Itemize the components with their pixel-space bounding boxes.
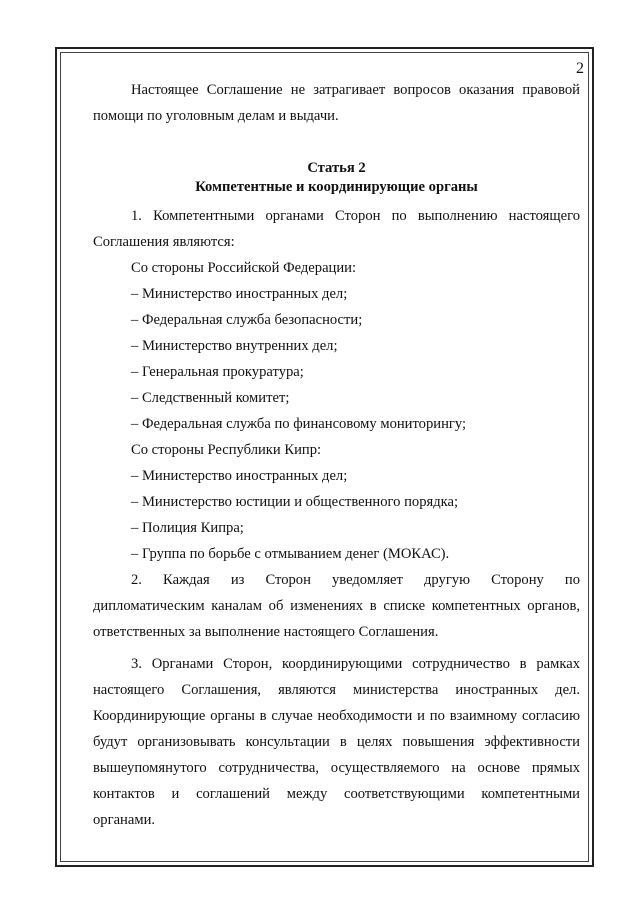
list-item: – Министерство иностранных дел;	[131, 468, 348, 484]
article-subtitle: Компетентные и координирующие органы	[195, 179, 478, 195]
spacer	[93, 129, 580, 155]
list-item: – Министерство иностранных дел;	[131, 286, 348, 302]
list-item: – Министерство юстиции и общественного порядка;	[131, 494, 459, 510]
russia-header: Со стороны Российской Федерации:	[131, 260, 357, 276]
document-body	[93, 77, 580, 833]
list-item: – Следственный комитет;	[131, 390, 290, 406]
clause-2-first-line: 2. Каждая из Сторон уведомляет другую Сторону по	[131, 572, 580, 588]
clause-1: 1. Компетентными органами Сторон по выполнению настоящего Соглашения являются:	[93, 208, 580, 250]
clause-2-continuation: дипломатическим каналам об изменениях в списке компетентных органов, ответственных за выполнение настоящего Соглашения.	[93, 598, 580, 640]
list-item: – Федеральная служба безопасности;	[131, 312, 363, 328]
russia-list	[93, 281, 580, 437]
list-item: – Федеральная служба по финансовому мониторингу;	[131, 416, 467, 432]
list-item: – Полиция Кипра;	[131, 520, 244, 536]
article-title: Статья 2	[307, 160, 366, 176]
list-item: – Группа по борьбе с отмыванием денег (МОКАС).	[131, 546, 450, 562]
clause-3: 3. Органами Сторон, координирующими сотрудничество в рамках настоящего Соглашения, являются министерства иностранных дел. Координирующие органы в случае необходимости и по взаимному согласию будут организовывать консультации в целях повышения эффективности вышеупомянутого сотрудничества, осуществляемого на основе прямых контактов и соглашений между соответствующими компетентными органами.	[93, 656, 580, 828]
page-number: 2	[576, 60, 584, 77]
list-item: – Генеральная прокуратура;	[131, 364, 304, 380]
list-item: – Министерство внутренних дел;	[131, 338, 338, 354]
intro-paragraph: Настоящее Соглашение не затрагивает вопросов оказания правовой помощи по уголовным делам и выдачи.	[93, 82, 580, 124]
cyprus-list	[93, 463, 580, 567]
cyprus-header: Со стороны Республики Кипр:	[131, 442, 322, 458]
